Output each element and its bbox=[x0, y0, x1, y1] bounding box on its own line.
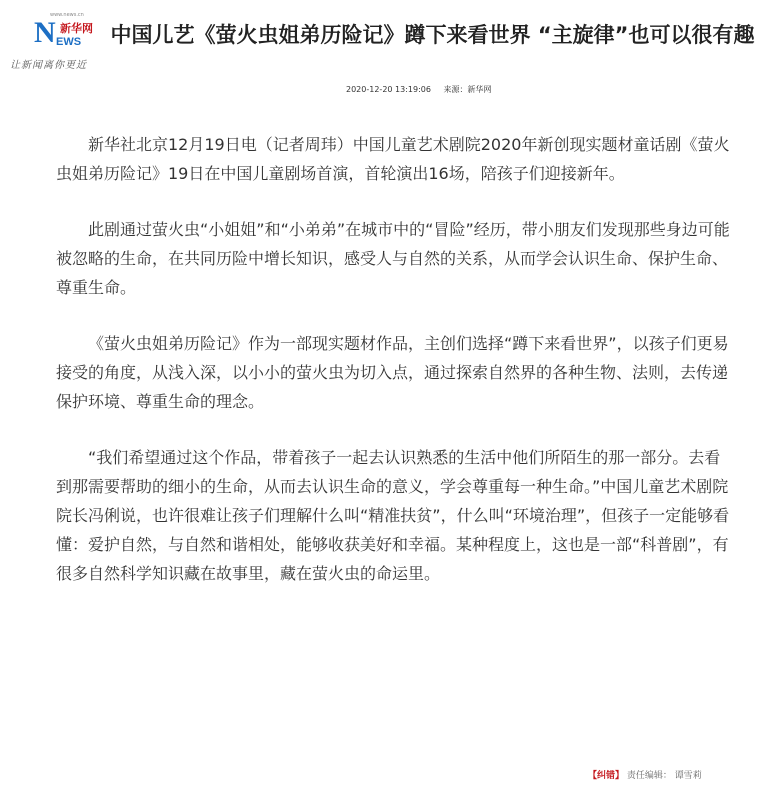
publish-datetime: 2020-12-20 13:19:06 bbox=[346, 85, 431, 94]
article-body bbox=[56, 130, 736, 615]
article-paragraph: 此剧通过萤火虫“小姐姐”和“小弟弟”在城市中的“冒险”经历，带小朋友们发现那些身边可能被忽略的生命，在共同历险中增长知识，感受人与自然的关系，从而学会认识生命、保护生命、尊重生命。 bbox=[56, 220, 730, 297]
article-footer bbox=[588, 768, 702, 781]
article-source: 来源：新华网 bbox=[443, 85, 492, 94]
article-paragraph: 新华社北京12月19日电（记者周玮）中国儿童艺术剧院2020年新创现实题材童话剧《萤火虫姐弟历险记》19日在中国儿童剧场首演，首轮演出16场，陪孩子们迎接新年。 bbox=[56, 135, 730, 183]
logo-brand-name: 新华网 bbox=[60, 22, 93, 35]
logo-letters-ews: EWS bbox=[56, 36, 82, 48]
article-paragraph: “我们希望通过这个作品，带着孩子一起去认识熟悉的生活中他们所陌生的那一部分。去看到那需要帮助的细小的生命，从而去认识生命的意义，学会尊重每一种生命。”中国儿童艺术剧院院长冯俐说，也许很难让孩子们理解什么叫“精准扶贫”，什么叫“环境治理”，但孩子一定能够看懂：爱护自然，与自然和谐相处，能够收获美好和幸福。某种程度上，这也是一部“科普剧”，有很多自然科学知识藏在故事里，藏在萤火虫的命运里。 bbox=[56, 448, 730, 583]
correction-link[interactable]: 【纠错】 bbox=[588, 771, 625, 781]
article-title: 中国儿艺《萤火虫姐弟历险记》蹲下来看世界 “主旋律”也可以很有趣 bbox=[110, 23, 755, 47]
logo-slogan: 让新闻离你更近 bbox=[10, 60, 87, 71]
logo-site-url: www.news.cn bbox=[50, 12, 84, 18]
editor-label: 责任编辑： bbox=[626, 771, 672, 781]
site-logo[interactable] bbox=[10, 12, 105, 70]
article-paragraph: 《萤火虫姐弟历险记》作为一部现实题材作品，主创们选择“蹲下来看世界”，以孩子们更易接受的角度，从浅入深，以小小的萤火虫为切入点，通过探索自然界的各种生物、法则，去传递保护环境、尊重生命的理念。 bbox=[56, 334, 729, 411]
article-meta bbox=[346, 84, 502, 95]
logo-letter-n: N bbox=[34, 16, 55, 49]
editor-name: 谭雪莉 bbox=[674, 771, 702, 781]
